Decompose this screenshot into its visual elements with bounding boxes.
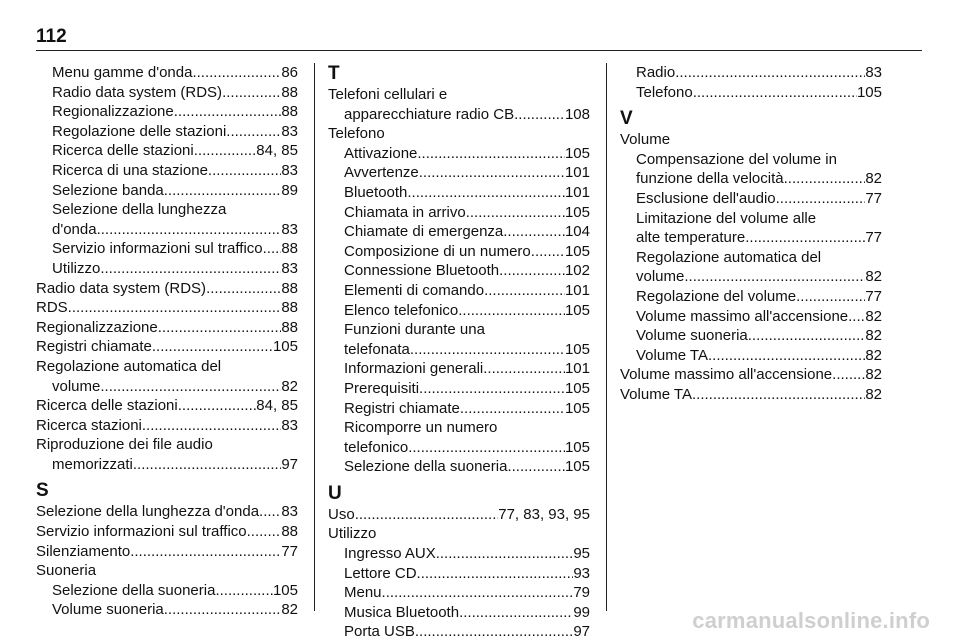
page-reference: 105 — [564, 144, 590, 162]
index-subentry — [36, 63, 298, 83]
leader-dots — [458, 301, 565, 321]
index-subentry — [328, 544, 590, 564]
entry-text: Ricerca delle stazioni — [52, 142, 194, 160]
leader-dots — [499, 261, 565, 281]
leader-dots — [355, 505, 499, 525]
entry-text: Funzioni durante una — [344, 321, 485, 339]
index-entry — [36, 357, 298, 377]
index-entry — [328, 124, 590, 144]
leader-dots — [484, 281, 565, 301]
leader-dots — [100, 259, 281, 279]
leader-dots — [514, 105, 565, 125]
page-reference: 101 — [564, 183, 590, 201]
leader-dots — [263, 239, 282, 259]
entry-text: Servizio informazioni sul traffico — [36, 523, 247, 541]
index-subentry — [36, 102, 298, 122]
entry-text: Volume suoneria — [636, 327, 748, 345]
page-reference: 83 — [281, 259, 298, 277]
entry-text: Menu gamme d'onda — [52, 64, 193, 81]
leader-dots — [459, 603, 573, 623]
column-divider — [314, 63, 315, 611]
entry-text: Ricerca stazioni — [36, 416, 142, 434]
index-subentry — [328, 203, 590, 223]
page-reference: 89 — [281, 181, 298, 199]
index-subentry — [620, 326, 882, 346]
leader-dots — [206, 279, 281, 299]
entry-text: Riproduzione dei file audio — [36, 436, 213, 454]
page-reference: 105 — [564, 203, 590, 221]
entry-text: Elenco telefonico — [344, 301, 459, 319]
leader-dots — [460, 399, 565, 419]
index-subentry — [620, 169, 882, 189]
index-subentry — [36, 161, 298, 181]
index-column-3 — [620, 63, 882, 405]
index-entry — [36, 561, 298, 581]
section-letter: S — [36, 480, 49, 502]
page-reference: 88 — [281, 279, 298, 297]
index-subentry — [620, 346, 882, 366]
page-reference: 105 — [564, 242, 590, 260]
entry-text: Volume massimo all'accensione — [636, 307, 849, 325]
index-subentry — [328, 261, 590, 281]
leader-dots — [531, 242, 565, 262]
entry-text: Attivazione — [344, 144, 418, 162]
index-entry — [36, 279, 298, 299]
page-reference: 82 — [865, 385, 882, 403]
section-letter: U — [328, 482, 342, 504]
index-entry — [328, 505, 590, 525]
entry-text: Ingresso AUX — [344, 545, 436, 563]
entry-text: volume — [52, 377, 101, 395]
section-letter: V — [620, 108, 633, 130]
index-subentry — [328, 622, 590, 642]
index-entry — [36, 522, 298, 542]
index-subentry — [620, 63, 882, 83]
entry-text: Regolazione automatica del — [36, 357, 222, 375]
page-reference: 101 — [564, 164, 590, 182]
page-reference: 105 — [564, 379, 590, 397]
leader-dots — [836, 365, 865, 385]
index-subentry — [328, 163, 590, 183]
index-subentry — [620, 209, 882, 229]
entry-text: Limitazione del volume alle — [636, 209, 817, 227]
page-reference: 83 — [281, 122, 298, 140]
leader-dots — [796, 287, 865, 307]
index-subentry — [620, 248, 882, 268]
page-reference: 77 — [281, 542, 298, 560]
leader-dots — [848, 307, 865, 327]
index-subentry — [36, 581, 298, 601]
leader-dots — [748, 326, 866, 346]
page-reference: 88 — [281, 240, 298, 258]
entry-text: Connessione Bluetooth — [344, 262, 500, 280]
index-subentry — [328, 242, 590, 262]
entry-text: Chiamata in arrivo — [344, 203, 466, 221]
index-subentry — [328, 583, 590, 603]
page-reference: 88 — [281, 299, 298, 317]
leader-dots — [708, 346, 865, 366]
entry-text: Menu — [344, 584, 382, 602]
leader-dots — [407, 183, 565, 203]
page-number: 112 — [36, 26, 67, 47]
index-subentry — [36, 259, 298, 279]
index-subentry — [36, 200, 298, 220]
index-subentry — [36, 181, 298, 201]
leader-dots — [415, 622, 573, 642]
index-subentry — [328, 399, 590, 419]
page-reference: 83 — [865, 64, 882, 81]
page-reference: 77 — [865, 189, 882, 207]
entry-text: Ricerca delle stazioni — [36, 397, 178, 415]
index-subentry — [36, 141, 298, 161]
page-reference: 97 — [573, 623, 590, 641]
index-subentry — [620, 287, 882, 307]
leader-dots — [419, 163, 565, 183]
index-subentry — [620, 83, 882, 103]
leader-dots — [164, 600, 282, 620]
leader-dots — [68, 298, 282, 318]
leader-dots — [419, 379, 565, 399]
index-subentry — [328, 603, 590, 623]
leader-dots — [503, 222, 565, 242]
leader-dots — [259, 502, 281, 522]
page-reference: 105 — [564, 301, 590, 319]
leader-dots — [226, 122, 281, 142]
index-subentry — [36, 83, 298, 103]
page-reference: 83 — [281, 161, 298, 179]
watermark: carmanualsonline.info — [692, 608, 930, 633]
leader-dots — [745, 228, 865, 248]
index-subentry — [36, 377, 298, 397]
page-reference: 86 — [281, 64, 298, 81]
index-subentry — [36, 239, 298, 259]
page-reference: 99 — [573, 603, 590, 621]
leader-dots — [408, 438, 565, 458]
entry-text: Porta USB — [344, 623, 415, 641]
entry-text: Chiamate di emergenza — [344, 223, 504, 241]
index-subentry — [328, 105, 590, 125]
index-subentry — [328, 564, 590, 584]
entry-text: Selezione banda — [52, 181, 164, 199]
entry-text: Uso — [328, 505, 355, 523]
leader-dots — [417, 564, 574, 584]
index-subentry — [328, 144, 590, 164]
entry-text: Volume suoneria — [52, 601, 164, 619]
page-reference: 79 — [573, 584, 590, 602]
index-subentry — [36, 455, 298, 475]
page-reference: 77 — [865, 229, 882, 247]
leader-dots — [164, 181, 282, 201]
index-subentry — [328, 340, 590, 360]
column-divider — [606, 63, 607, 611]
leader-dots — [466, 203, 565, 223]
entry-text: Utilizzo — [52, 259, 101, 277]
leader-dots — [100, 377, 281, 397]
leader-dots — [382, 583, 574, 603]
index-subentry — [328, 438, 590, 458]
entry-text: Radio data system (RDS) — [36, 279, 207, 297]
leader-dots — [130, 542, 281, 562]
entry-text: Composizione di un numero — [344, 242, 531, 260]
index-entry — [36, 298, 298, 318]
page-reference: 83 — [281, 503, 298, 521]
entry-text: Regionalizzazione — [36, 318, 158, 336]
entry-text: Utilizzo — [328, 525, 377, 543]
page-reference: 82 — [281, 377, 298, 395]
entry-text: Ricomporre un numero — [344, 419, 498, 437]
page-reference: 84, 85 — [256, 397, 298, 415]
entry-text: Informazioni generali — [344, 360, 484, 378]
entry-text: telefonata — [344, 340, 410, 358]
index-entry — [36, 337, 298, 357]
page-reference: 105 — [272, 338, 298, 356]
entry-text: apparecchiature radio CB — [344, 105, 515, 123]
entry-text: Selezione della lunghezza — [52, 201, 227, 219]
entry-text: d'onda — [52, 220, 97, 238]
entry-text: memorizzati — [52, 455, 133, 473]
index-subentry — [36, 220, 298, 240]
index-entry — [328, 85, 590, 105]
entry-text: Avvertenze — [344, 164, 419, 182]
entry-text: Servizio informazioni sul traffico — [52, 240, 263, 258]
entry-text: Radio — [636, 64, 676, 81]
entry-text: Lettore CD — [344, 564, 417, 582]
page-reference: 88 — [281, 523, 298, 541]
entry-text: Telefoni cellulari e — [328, 86, 448, 103]
index-entry — [36, 542, 298, 562]
leader-dots — [192, 63, 281, 83]
entry-text: Prerequisiti — [344, 379, 420, 397]
index-column-1 — [36, 63, 298, 620]
entry-text: Bluetooth — [344, 183, 408, 201]
page-reference: 82 — [281, 601, 298, 619]
leader-dots — [158, 318, 282, 338]
index-subentry — [328, 359, 590, 379]
index-entry — [36, 435, 298, 455]
entry-text: Musica Bluetooth — [344, 603, 460, 621]
section-letter: T — [328, 63, 340, 84]
leader-dots — [133, 455, 281, 475]
page-reference: 88 — [281, 83, 298, 101]
page-reference: 82 — [865, 327, 882, 345]
index-subentry — [620, 228, 882, 248]
entry-text: Silenziamento — [36, 542, 131, 560]
entry-text: Compensazione del volume in — [636, 150, 837, 168]
page-reference: 105 — [856, 83, 882, 101]
page-reference: 102 — [564, 262, 590, 280]
index-entry — [36, 502, 298, 522]
page-reference: 101 — [564, 281, 590, 299]
leader-dots — [483, 359, 565, 379]
entry-text: Ricerca di una stazione — [52, 161, 208, 179]
page-reference: 84, 85 — [256, 142, 298, 160]
entry-text: Regionalizzazione — [52, 103, 174, 121]
index-entry — [620, 365, 882, 385]
index-subentry — [620, 307, 882, 327]
page-reference: 105 — [564, 458, 590, 476]
page-reference: 95 — [573, 545, 590, 563]
index-subentry — [328, 183, 590, 203]
page-reference: 88 — [281, 103, 298, 121]
leader-dots — [247, 522, 282, 542]
entry-text: Telefono — [328, 125, 385, 143]
page-reference: 108 — [564, 105, 590, 123]
index-entry — [36, 318, 298, 338]
index-subentry — [328, 457, 590, 477]
entry-text: Volume TA — [620, 385, 692, 403]
page-reference: 83 — [281, 220, 298, 238]
leader-dots — [693, 83, 857, 103]
entry-text: Esclusione dell'audio — [636, 189, 776, 207]
page-reference: 101 — [564, 360, 590, 378]
entry-text: Regolazione automatica del — [636, 248, 822, 266]
leader-dots — [178, 396, 257, 416]
entry-text: alte temperature — [636, 229, 746, 247]
leader-dots — [97, 220, 282, 240]
entry-text: Elementi di comando — [344, 281, 485, 299]
index-subentry — [328, 222, 590, 242]
index-subentry — [620, 267, 882, 287]
entry-text: Registri chiamate — [36, 338, 152, 356]
page-reference: 83 — [281, 416, 298, 434]
leader-dots — [784, 169, 866, 189]
page-reference: 105 — [272, 581, 298, 599]
index-entry — [36, 416, 298, 436]
leader-dots — [436, 544, 574, 564]
entry-text: funzione della velocità — [636, 170, 784, 188]
leader-dots — [410, 340, 565, 360]
page-reference: 77, 83, 93, 95 — [498, 505, 590, 523]
entry-text: Selezione della lunghezza d'onda — [36, 503, 260, 521]
page-reference: 105 — [564, 399, 590, 417]
entry-text: Telefono — [636, 83, 693, 101]
index-subentry — [36, 122, 298, 142]
entry-text: Registri chiamate — [344, 399, 460, 417]
entry-text: Volume TA — [636, 346, 708, 364]
page-reference: 82 — [865, 170, 882, 188]
index-subentry — [620, 189, 882, 209]
entry-text: RDS — [36, 299, 68, 317]
index-entry — [36, 396, 298, 416]
index-subentry — [328, 301, 590, 321]
leader-dots — [692, 385, 865, 405]
page-reference: 104 — [564, 223, 590, 241]
index-subentry — [328, 418, 590, 438]
index-subentry — [328, 281, 590, 301]
page-reference: 105 — [564, 438, 590, 456]
page-reference: 88 — [281, 318, 298, 336]
index-subentry — [36, 600, 298, 620]
entry-text: volume — [636, 268, 685, 286]
index-subentry — [328, 320, 590, 340]
index-entry — [620, 385, 882, 405]
entry-text: telefonico — [344, 438, 409, 456]
leader-dots — [222, 83, 281, 103]
page-reference: 93 — [573, 564, 590, 582]
entry-text: Volume — [620, 131, 671, 149]
index-subentry — [328, 379, 590, 399]
leader-dots — [776, 189, 866, 209]
leader-dots — [684, 267, 865, 287]
header-rule — [36, 50, 922, 51]
page-reference: 82 — [865, 366, 882, 384]
entry-text: Selezione della suoneria — [344, 458, 508, 476]
leader-dots — [152, 337, 273, 357]
index-entry — [328, 524, 590, 544]
page-reference: 97 — [281, 455, 298, 473]
leader-dots — [194, 141, 257, 161]
index-entry — [620, 130, 882, 150]
leader-dots — [142, 416, 281, 436]
page-reference: 77 — [865, 287, 882, 305]
page-reference: 82 — [865, 307, 882, 325]
entry-text: Regolazione del volume — [636, 287, 797, 305]
leader-dots — [215, 581, 273, 601]
leader-dots — [208, 161, 281, 181]
entry-text: Selezione della suoneria — [52, 581, 216, 599]
index-column-2 — [328, 63, 590, 642]
page-reference: 105 — [564, 340, 590, 358]
page-reference: 82 — [865, 268, 882, 286]
leader-dots — [417, 144, 565, 164]
entry-text: Radio data system (RDS) — [52, 83, 223, 101]
leader-dots — [507, 457, 565, 477]
page-reference: 82 — [865, 346, 882, 364]
leader-dots — [675, 63, 865, 83]
index-subentry — [620, 150, 882, 170]
entry-text: Suoneria — [36, 562, 97, 580]
entry-text: Regolazione delle stazioni — [52, 122, 227, 140]
leader-dots — [174, 102, 282, 122]
entry-text: Volume massimo all'accensione. — [620, 366, 837, 384]
